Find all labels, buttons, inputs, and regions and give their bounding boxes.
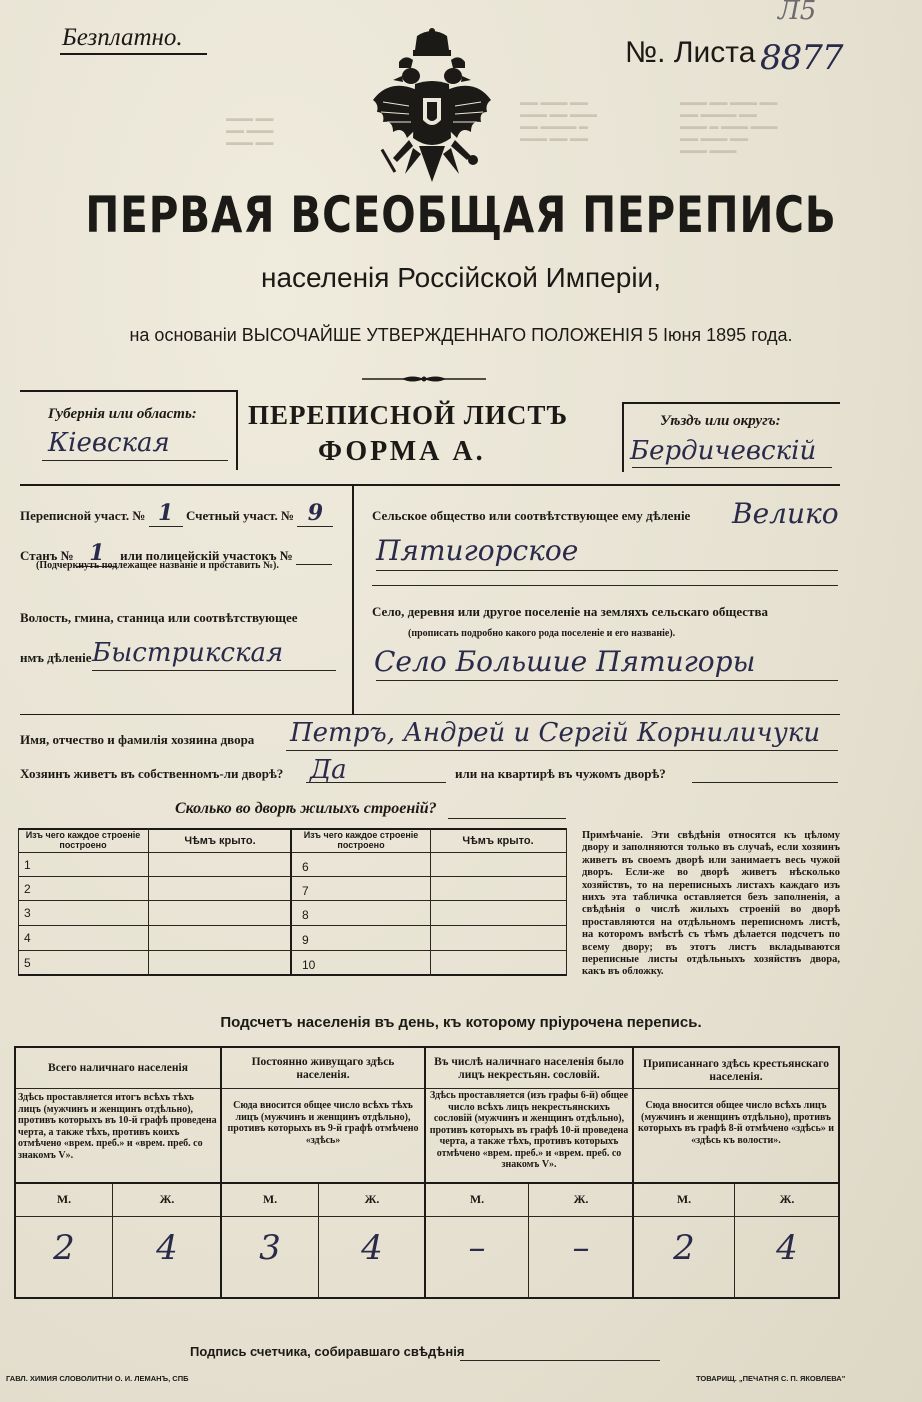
- count-table-sex-split-3: [528, 1184, 529, 1298]
- document-subtitle: населенія Россійской Имперіи,: [261, 262, 661, 293]
- buildings-row-number: 9: [302, 933, 309, 947]
- buildings-table-edge-right: [566, 828, 567, 976]
- society-value-line2: Пятигорское: [376, 534, 579, 567]
- buildings-row-number: 4: [24, 931, 31, 945]
- buildings-row-number: 7: [302, 884, 309, 898]
- police-district-blank: [296, 548, 332, 565]
- signature-line: [460, 1360, 660, 1361]
- ornament-divider-icon: [362, 374, 486, 384]
- volost-underline: [92, 670, 336, 671]
- buildings-row-rule-2: [18, 900, 566, 901]
- buildings-table-bottom: [18, 974, 566, 976]
- owner-value: Петръ, Андрей и Сергій Корниличуки: [290, 718, 821, 748]
- stan-alt-label: или полицейскій участокъ №: [120, 548, 293, 563]
- count-district-label: Счетный участ. №: [185, 508, 295, 523]
- section-divider-bottom: [20, 714, 840, 715]
- male-label: М.: [469, 1192, 485, 1206]
- present-male-count: 2: [53, 1228, 75, 1268]
- buildings-row-number: 8: [302, 908, 309, 922]
- census-district-row: [20, 500, 333, 527]
- bleed-through-text: ▬▬ ▬▬▬ ▬▬ ▬▬▬ ▬▬ ▬▬▬ ▬▬ ▬▬▬▬ ▬ ▬▬▬ ▬▬ ▬▬: [520, 97, 598, 143]
- section-divider-vertical: [352, 486, 354, 714]
- province-box-right: [236, 390, 238, 470]
- stan-label: Станъ №: [20, 548, 74, 563]
- province-label: Губернія или область:: [48, 406, 197, 422]
- count-table-sex-split-1: [112, 1184, 113, 1298]
- stan-value: 1: [77, 540, 117, 567]
- buildings-row-number: 1: [24, 858, 31, 872]
- buildings-row-rule-3: [18, 925, 566, 926]
- buildings-col-material-left: Изъ чего каждое строеніе построено: [25, 830, 141, 850]
- count-table-sex-split-2: [318, 1184, 319, 1298]
- count-district-value: 9: [297, 500, 333, 527]
- census-district-label: Переписной участ. №: [20, 508, 146, 523]
- buildings-table-center: [290, 828, 292, 976]
- count-table-sex-rule: [14, 1216, 840, 1217]
- permanent-male-count: 3: [259, 1228, 281, 1268]
- count-col-permanent-desc: Сюда вносится общее число всѣхъ тѣхъ лицъ (мужчинъ и женщинъ отдѣльно), противъ которыхъ въ 9-й графѣ отмѣчено «здѣсь»: [227, 1100, 419, 1146]
- sheet-number-value: 8877: [760, 38, 843, 78]
- lives-rented-label: или на квартирѣ въ чужомъ дворѣ?: [455, 766, 666, 781]
- uezd-box-top: [622, 402, 840, 404]
- count-col-peasant-head: Приписаннаго здѣсь крестьянскаго населенія.: [643, 1058, 829, 1083]
- section-divider-top: [20, 484, 840, 486]
- uezd-underline: [632, 467, 832, 468]
- imperial-eagle-icon: [369, 28, 495, 188]
- stan-note: (Подчеркнуть подлежащее названіе и проставить №).: [36, 560, 279, 571]
- male-label: М.: [262, 1192, 278, 1206]
- permanent-female-count: 4: [361, 1228, 383, 1268]
- buildings-row-number: 10: [302, 958, 316, 972]
- count-col-nonpeasant-desc: Здѣсь проставляется (изъ графы 6-й) общее число всѣхъ лицъ некрестьянскихъ сословій (мужчинъ и женщинъ отдѣльно), противъ которыхъ въ графѣ 10-й проведена черта, а также тѣхъ, противъ которыхъ отмѣчено «врем. преб.» и «врем. преб. со знакомъ V».: [429, 1090, 629, 1170]
- form-title: ПЕРЕПИСНОЙ ЛИСТЪ: [248, 400, 569, 430]
- count-table-bottom: [14, 1297, 840, 1299]
- buildings-table-header-rule: [18, 852, 566, 853]
- volost-label: Волость, гмина, станица или соотвѣтствующее: [20, 610, 298, 625]
- document-title: ПЕРВАЯ ВСЕОБЩАЯ ПЕРЕПИСЬ: [85, 186, 837, 244]
- bleed-through-text-2: ▬▬▬ ▬▬ ▬▬▬ ▬▬ ▬▬ ▬▬▬▬ ▬▬ ▬▬▬ ▬ ▬▬▬ ▬▬▬ ▬▬ ▬▬▬ ▬▬ ▬▬▬ ▬▬▬: [680, 97, 778, 155]
- province-box-top: [20, 390, 238, 392]
- female-label: Ж.: [573, 1192, 589, 1206]
- female-label: Ж.: [364, 1192, 380, 1206]
- lives-own-label: Хозяинъ живетъ въ собственномъ-ли дворѣ?: [20, 766, 284, 781]
- volost-value: Быстрикская: [92, 638, 284, 668]
- count-table-desc-rule: [14, 1182, 840, 1184]
- count-col-present-head: Всего наличнаго населенія: [48, 1062, 188, 1074]
- free-of-charge-label: Безплатно.: [62, 24, 183, 51]
- male-label: М.: [676, 1192, 692, 1206]
- printer-imprint-left: ГАВЛ. ХИМИЯ СЛОВОЛИТНИ О. И. ЛЕМАНЪ, СПБ: [6, 1374, 189, 1383]
- volost-division-label: нмъ дѣленіе: [20, 650, 92, 665]
- bleed-through-text-3: ▬▬▬ ▬▬ ▬▬ ▬▬▬ ▬▬▬ ▬▬: [226, 113, 274, 147]
- sheet-number-label: №. Листа: [625, 36, 756, 69]
- present-female-count: 4: [156, 1228, 178, 1268]
- form-subtitle: ФОРМА А.: [318, 436, 486, 467]
- male-label: М.: [56, 1192, 72, 1206]
- count-table-edge-right: [838, 1046, 840, 1299]
- buildings-col-roof-right: Чѣмъ крыто.: [462, 835, 534, 847]
- lives-rented-underline: [692, 782, 838, 783]
- enumerator-signature-label: Подпись счетчика, собиравшаго свѣдѣнія: [190, 1344, 465, 1359]
- peasant-male-count: 2: [673, 1228, 695, 1268]
- society-value-line1: Велико: [732, 497, 839, 530]
- right-section-separator: [372, 585, 838, 586]
- buildings-table-col-1: [148, 828, 149, 976]
- village-underline: [376, 680, 838, 681]
- printer-imprint-right: ТОВАРИЩ. „ПЕЧАТНЯ С. П. ЯКОВЛЕВА": [696, 1374, 846, 1383]
- buildings-col-roof-left: Чѣмъ крыто.: [184, 835, 256, 847]
- buildings-note: Примѣчаніе. Эти свѣдѣнія относятся къ цѣлому двору и заполняются только въ случаѣ, если хозяинъ живетъ въ своемъ дворѣ или занимаетъ весь чужой дворъ. Если-же во дворѣ живетъ нѣсколько хозяйствъ, то на переписныхъ листахъ каждаго изъ нихъ эта табличка оставляется безъ заполненія, а свѣдѣнія о числѣ жилыхъ строеній во дворѣ проставляются на отдѣльномъ переписномъ листѣ, на которомъ вмѣстѣ съ тѣмъ дѣлается подсчетъ по всему двору; въ этотъ листъ вкладываются переписные листы отдѣльныхъ хозяйствъ двора, какъ въ обложку.: [582, 830, 840, 978]
- province-underline: [42, 460, 228, 461]
- free-underline: [60, 53, 207, 55]
- society-label: Сельское общество или соотвѣтствующее ему дѣленіе: [372, 508, 691, 523]
- count-table-head-rule: [14, 1088, 840, 1089]
- nonpeasant-male-count: –: [468, 1228, 486, 1268]
- count-col-present-desc: Здѣсь проставляется итогъ всѣхъ тѣхъ лицъ (мужчинъ и женщинъ отдѣльно), противъ которыхъ въ 10-й графѣ проведена черта, а также тѣхъ, противъ коихъ отмѣчено «врем. преб.» и «врем. преб. со знакомъ V».: [18, 1092, 217, 1161]
- census-district-value: 1: [149, 500, 183, 527]
- nonpeasant-female-count: –: [572, 1228, 590, 1268]
- village-value: Село Большие Пятигоры: [374, 645, 756, 678]
- buildings-table-edge-left: [18, 828, 19, 976]
- buildings-underline: [448, 818, 566, 819]
- count-col-peasant-desc: Сюда вносится общее число всѣхъ лицъ (мужчинъ и женщинъ отдѣльно), противъ которыхъ въ графѣ 8-й отмѣчено «здѣсь» и «здѣсь къ волости».: [638, 1100, 835, 1146]
- count-table-sex-split-4: [734, 1184, 735, 1298]
- village-note: (прописать подробно какого рода поселеніе и его названіе).: [408, 628, 676, 639]
- corner-mark: Л5: [778, 0, 817, 26]
- uezd-value: Бердичевскій: [630, 436, 817, 466]
- legal-basis-line: на основаніи ВЫСОЧАЙШЕ УТВЕРЖДЕННАГО ПОЛОЖЕНІЯ 5 Іюня 1895 года.: [129, 325, 793, 345]
- peasant-female-count: 4: [776, 1228, 798, 1268]
- female-label: Ж.: [779, 1192, 795, 1206]
- buildings-row-number: 6: [302, 860, 309, 874]
- female-label: Ж.: [159, 1192, 175, 1206]
- society-underline: [376, 570, 838, 571]
- lives-own-value: Да: [310, 755, 347, 785]
- buildings-col-material-right: Изъ чего каждое строеніе построено: [303, 830, 419, 850]
- lives-own-underline: [306, 782, 446, 783]
- village-label: Село, деревня или другое поселеніе на земляхъ сельскаго общества: [372, 604, 768, 619]
- uezd-label: Уѣздъ или округъ:: [660, 413, 781, 429]
- owner-underline: [286, 750, 838, 751]
- count-table-top: [14, 1046, 840, 1048]
- population-count-title: Подсчетъ населенія въ день, къ которому пріурочена перепись.: [220, 1014, 702, 1031]
- buildings-table-col-3: [430, 828, 431, 976]
- province-value: Кіевская: [48, 428, 170, 458]
- count-col-nonpeasant-head: Въ числѣ наличнаго населенія было лицъ некрестьян. сословій.: [434, 1056, 624, 1081]
- buildings-question: Сколько во дворѣ жилыхъ строеній?: [175, 800, 437, 817]
- buildings-row-rule-1: [18, 876, 566, 877]
- uezd-box-left: [622, 402, 624, 472]
- count-col-permanent-head: Постоянно живущаго здѣсь населенія.: [251, 1056, 395, 1081]
- owner-label: Имя, отчество и фамилія хозяина двора: [20, 732, 255, 747]
- buildings-row-rule-4: [18, 950, 566, 951]
- buildings-row-number: 2: [24, 882, 31, 896]
- buildings-row-number: 3: [24, 906, 31, 920]
- buildings-row-number: 5: [24, 956, 31, 970]
